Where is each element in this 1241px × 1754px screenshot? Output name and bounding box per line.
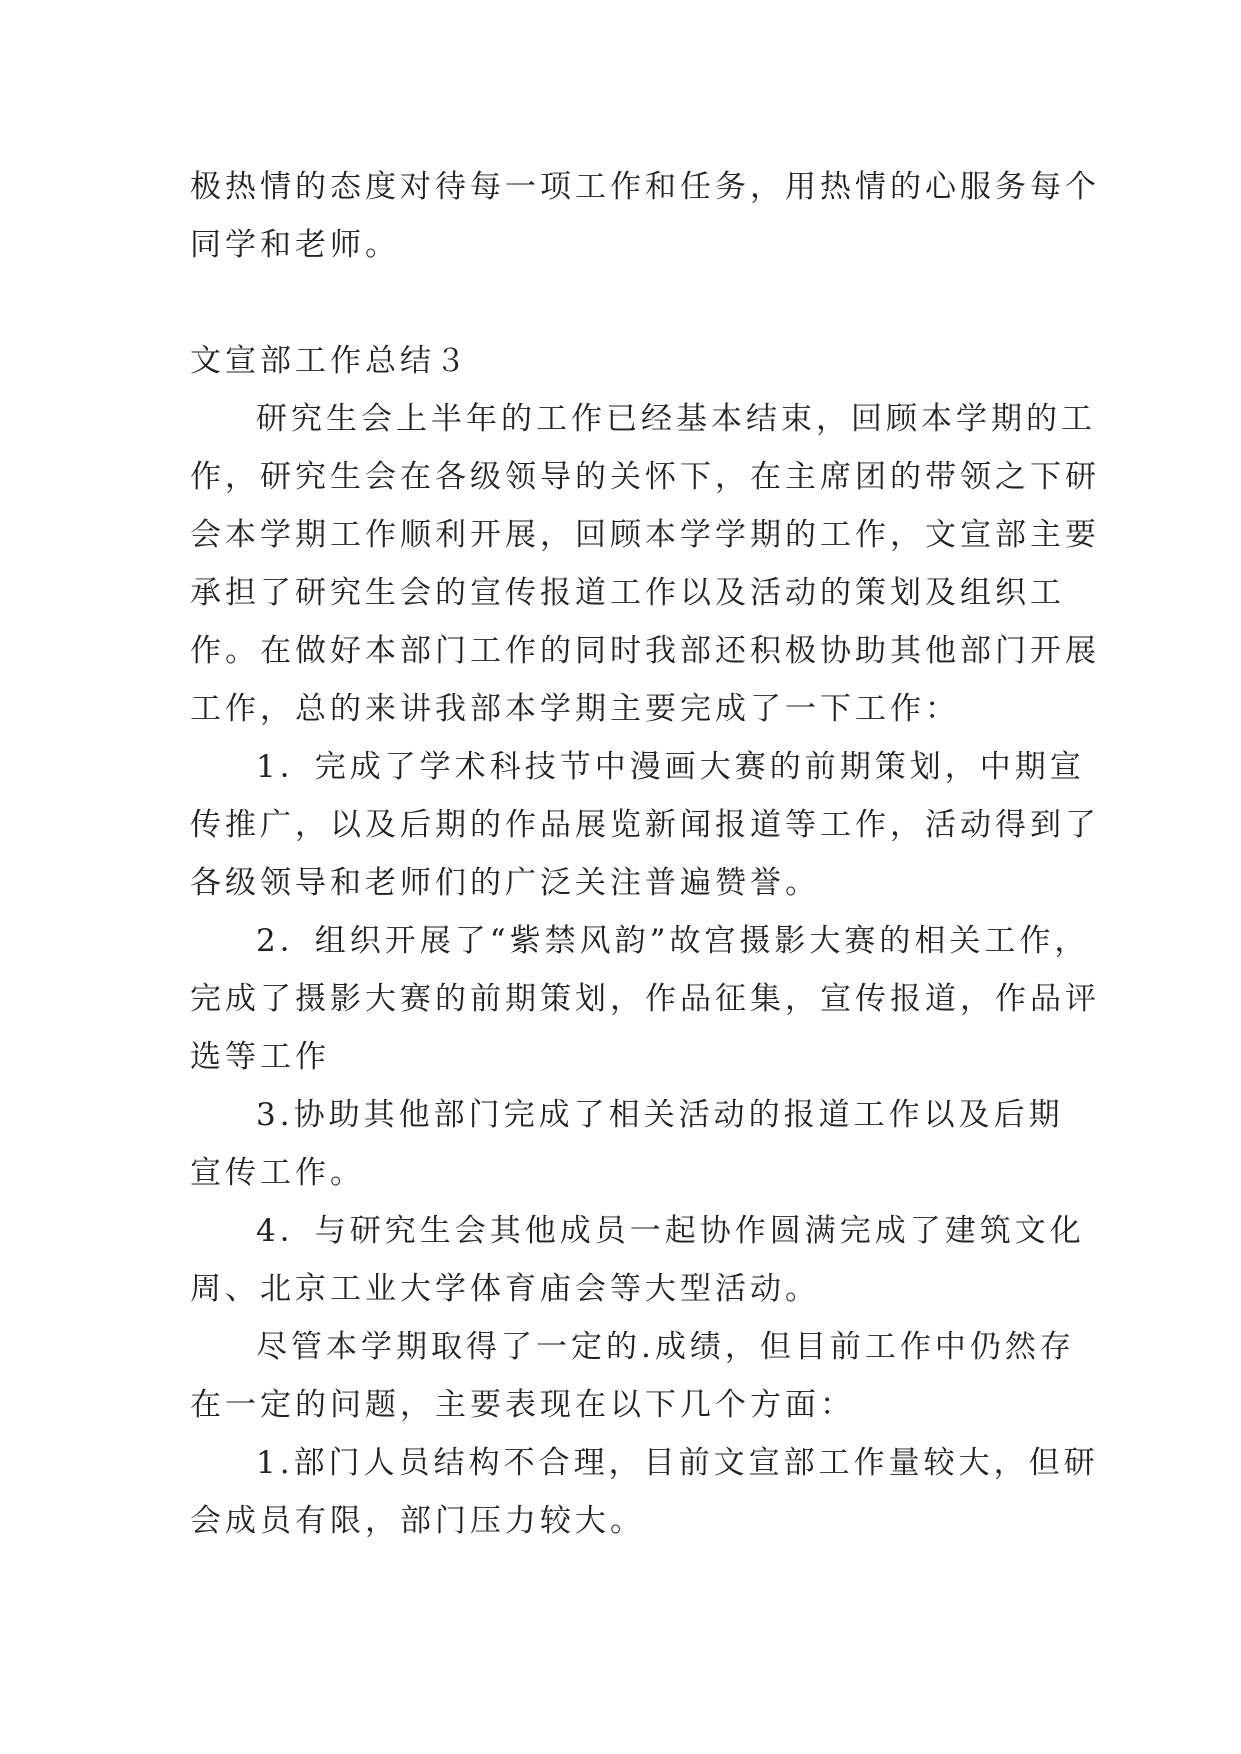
list-item-line: 选等工作 <box>190 1039 330 1075</box>
paragraph-line: 同学和老师。 <box>190 227 400 263</box>
list-item-line: 4．与研究生会其他成员一起协作圆满完成了建筑文化 <box>256 1213 1085 1249</box>
document-body <box>190 158 1100 1550</box>
list-item-line: 3.协助其他部门完成了相关活动的报道工作以及后期 <box>256 1097 1064 1133</box>
list-item-line: 周、北京工业大学体育庙会等大型活动。 <box>190 1271 820 1307</box>
list-item-line: 完成了摄影大赛的前期策划，作品征集，宣传报道，作品评 <box>190 981 1100 1017</box>
paragraph-gap <box>190 274 1050 332</box>
paragraph-line: 作，研究生会在各级领导的关怀下，在主席团的带领之下研 <box>190 459 1100 495</box>
list-item-line: 传推广，以及后期的作品展览新闻报道等工作，活动得到了 <box>190 807 1100 843</box>
list-item-line: 会成员有限，部门压力较大。 <box>190 1503 645 1539</box>
list-item-line: 各级领导和老师们的广泛关注普遍赞誉。 <box>190 865 820 901</box>
paragraph-line: 在一定的问题，主要表现在以下几个方面： <box>190 1387 855 1423</box>
paragraph-line: 工作，总的来讲我部本学期主要完成了一下工作： <box>190 691 960 727</box>
list-item-line: 1.部门人员结构不合理，目前文宣部工作量较大，但研 <box>256 1445 1099 1481</box>
paragraph-line: 尽管本学期取得了一定的.成绩，但目前工作中仍然存 <box>256 1329 1075 1365</box>
paragraph-line: 作。在做好本部门工作的同时我部还积极协助其他部门开展 <box>190 633 1100 669</box>
list-item-line: 2．组织开展了“紫禁风韵”故宫摄影大赛的相关工作， <box>256 923 1090 959</box>
section-heading: 文宣部工作总结３ <box>190 343 470 379</box>
paragraph-line: 研究生会上半年的工作已经基本结束，回顾本学期的工 <box>256 401 1096 437</box>
paragraph-line: 会本学期工作顺利开展，回顾本学学期的工作，文宣部主要 <box>190 517 1100 553</box>
list-item-line: 1．完成了学术科技节中漫画大赛的前期策划，中期宣 <box>256 749 1085 785</box>
paragraph-line: 承担了研究生会的宣传报道工作以及活动的策划及组织工 <box>190 575 1065 611</box>
paragraph-line: 极热情的态度对待每一项工作和任务，用热情的心服务每个 <box>190 169 1100 205</box>
list-item-line: 宣传工作。 <box>190 1155 365 1191</box>
